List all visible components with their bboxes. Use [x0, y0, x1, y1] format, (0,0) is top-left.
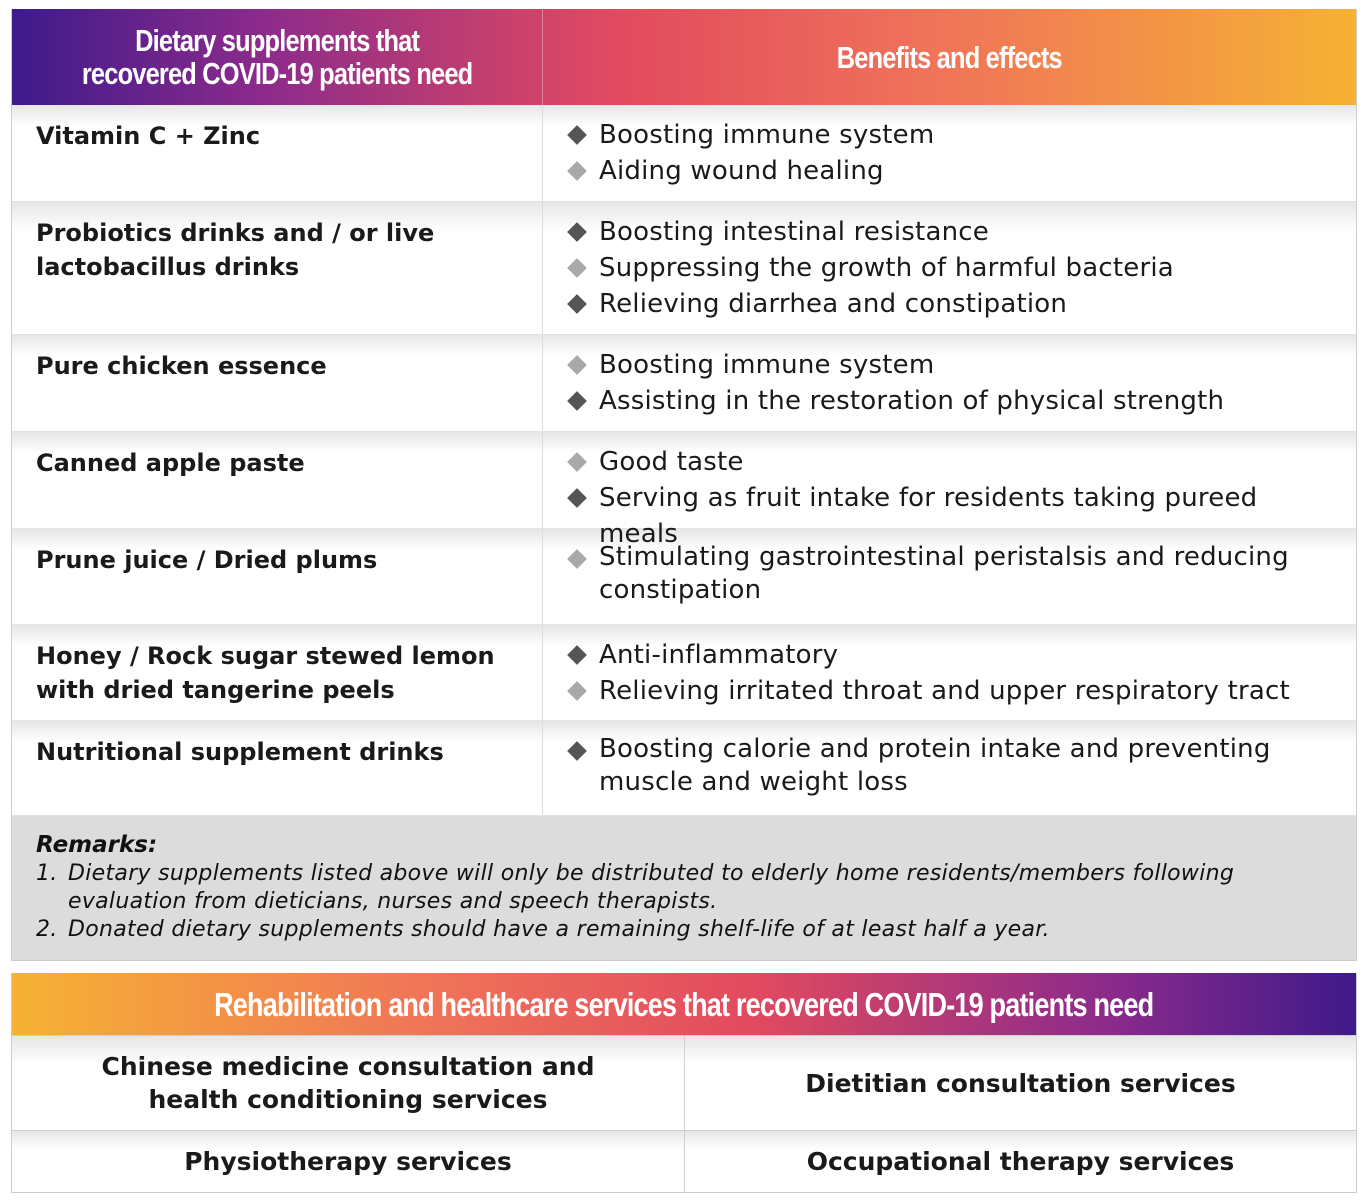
services-table-header	[12, 973, 1356, 1035]
table-row	[12, 432, 1356, 549]
services-header-label: Rehabilitation and healthcare services that recovered COVID-19 patients need	[214, 985, 1154, 1023]
benefit-text: Aiding wound healing	[599, 156, 884, 186]
supplement-name	[12, 529, 543, 624]
services-row	[12, 1130, 1356, 1192]
services-table	[11, 973, 1357, 1193]
diamond-bullet-icon	[567, 645, 587, 665]
benefits-cell	[543, 529, 1356, 624]
supplements-table	[11, 9, 1357, 961]
benefit-item	[567, 250, 1336, 286]
benefit-item	[567, 444, 1336, 480]
supplement-name	[12, 335, 543, 431]
supplements-table-header	[12, 9, 1356, 105]
benefits-cell	[543, 335, 1356, 431]
benefit-text: Relieving diarrhea and constipation	[599, 289, 1068, 319]
benefit-item	[567, 286, 1336, 322]
diamond-bullet-icon	[567, 125, 587, 145]
header-col-supplements	[12, 9, 543, 105]
benefit-item	[567, 733, 1336, 799]
benefit-item	[567, 153, 1336, 189]
table-row	[12, 105, 1356, 202]
benefit-text: Relieving irritated throat and upper respiratory tract	[599, 676, 1290, 706]
supplement-name-line: Honey / Rock sugar stewed lemon	[36, 642, 495, 670]
remark-text: Donated dietary supplements should have a remaining shelf-life of at least half a year.	[68, 917, 1050, 942]
diamond-bullet-icon	[567, 222, 587, 242]
supplements-table-body	[12, 105, 1356, 816]
remarks-title: Remarks:	[36, 832, 158, 858]
supplement-name	[12, 625, 543, 720]
benefit-item	[567, 214, 1336, 250]
supplement-name-line: Prune juice / Dried plums	[36, 546, 378, 574]
benefits-cell	[543, 625, 1356, 720]
header-col1-line2: recovered COVID-19 patients need	[81, 56, 473, 91]
diamond-bullet-icon	[567, 294, 587, 314]
remark-number: 2.	[36, 917, 58, 942]
benefit-item	[567, 637, 1336, 673]
services-table-body	[12, 1035, 1356, 1192]
benefit-item	[567, 383, 1336, 419]
benefit-text: Serving as fruit intake for residents taking pureed meals	[599, 483, 1258, 549]
supplement-name-line: Probiotics drinks and / or live	[36, 219, 435, 247]
service-label-line: health conditioning services	[148, 1085, 548, 1114]
service-label-line: Physiotherapy services	[184, 1147, 512, 1176]
diamond-bullet-icon	[567, 355, 587, 375]
supplement-name-line: lactobacillus drinks	[36, 253, 300, 281]
diamond-bullet-icon	[567, 681, 587, 701]
table-row	[12, 335, 1356, 432]
benefit-text: Boosting immune system	[599, 120, 935, 150]
benefit-item	[567, 347, 1336, 383]
supplement-name-line: Pure chicken essence	[36, 352, 327, 380]
diamond-bullet-icon	[567, 549, 587, 569]
supplement-name-line: Vitamin C + Zinc	[36, 122, 261, 150]
diamond-bullet-icon	[567, 161, 587, 181]
diamond-bullet-icon	[567, 741, 587, 761]
table-row	[12, 625, 1356, 721]
diamond-bullet-icon	[567, 258, 587, 278]
table-row	[12, 529, 1356, 625]
benefits-cell	[543, 105, 1356, 201]
benefit-text: Boosting immune system	[599, 350, 935, 380]
remark-number: 1.	[36, 861, 58, 886]
benefit-text: Good taste	[599, 447, 744, 477]
header-col1-line1: Dietary supplements that	[134, 23, 419, 58]
benefit-text: Stimulating gastrointestinal peristalsis and reducing constipation	[599, 542, 1289, 605]
service-label-line: Occupational therapy services	[806, 1147, 1235, 1176]
supplement-name	[12, 432, 543, 528]
service-cell	[12, 1131, 684, 1192]
remark-item	[36, 916, 1334, 944]
remarks-section	[12, 816, 1356, 961]
service-cell	[684, 1036, 1356, 1130]
header-col2-label: Benefits and effects	[836, 39, 1063, 75]
service-label-line: Chinese medicine consultation and	[101, 1052, 595, 1081]
benefit-text: Boosting intestinal resistance	[599, 217, 989, 247]
benefit-item	[567, 541, 1336, 607]
benefit-text: Suppressing the growth of harmful bacteria	[599, 253, 1174, 283]
benefit-item	[567, 117, 1336, 153]
remarks-list	[36, 860, 1334, 944]
diamond-bullet-icon	[567, 391, 587, 411]
supplement-name	[12, 202, 543, 334]
supplement-name	[12, 105, 543, 201]
header-col-benefits	[543, 9, 1356, 105]
diamond-bullet-icon	[567, 488, 587, 508]
benefits-cell	[543, 432, 1356, 549]
service-cell	[12, 1036, 684, 1130]
service-label	[805, 1067, 1235, 1100]
benefits-cell	[543, 721, 1356, 815]
supplement-name-line: with dried tangerine peels	[36, 676, 395, 704]
service-cell	[684, 1131, 1356, 1192]
service-label	[807, 1145, 1235, 1178]
supplement-name-line: Nutritional supplement drinks	[36, 738, 444, 766]
table-row	[12, 202, 1356, 335]
diamond-bullet-icon	[567, 452, 587, 472]
service-label-line: Dietitian consultation services	[805, 1068, 1236, 1098]
benefit-text: Boosting calorie and protein intake and preventing muscle and weight loss	[599, 734, 1271, 797]
table-row	[12, 721, 1356, 816]
remark-item	[36, 860, 1334, 916]
benefit-item	[567, 673, 1336, 709]
benefit-text: Assisting in the restoration of physical strength	[599, 386, 1225, 416]
benefits-cell	[543, 202, 1356, 334]
supplement-name-line: Canned apple paste	[36, 449, 305, 477]
service-label	[102, 1050, 595, 1116]
supplement-name	[12, 721, 543, 815]
services-row	[12, 1035, 1356, 1130]
remark-text: Dietary supplements listed above will only be distributed to elderly home residents/members following evaluation from dieticians, nurses and speech therapists.	[68, 861, 1235, 914]
service-label	[184, 1145, 512, 1178]
benefit-text: Anti-inflammatory	[599, 640, 839, 670]
